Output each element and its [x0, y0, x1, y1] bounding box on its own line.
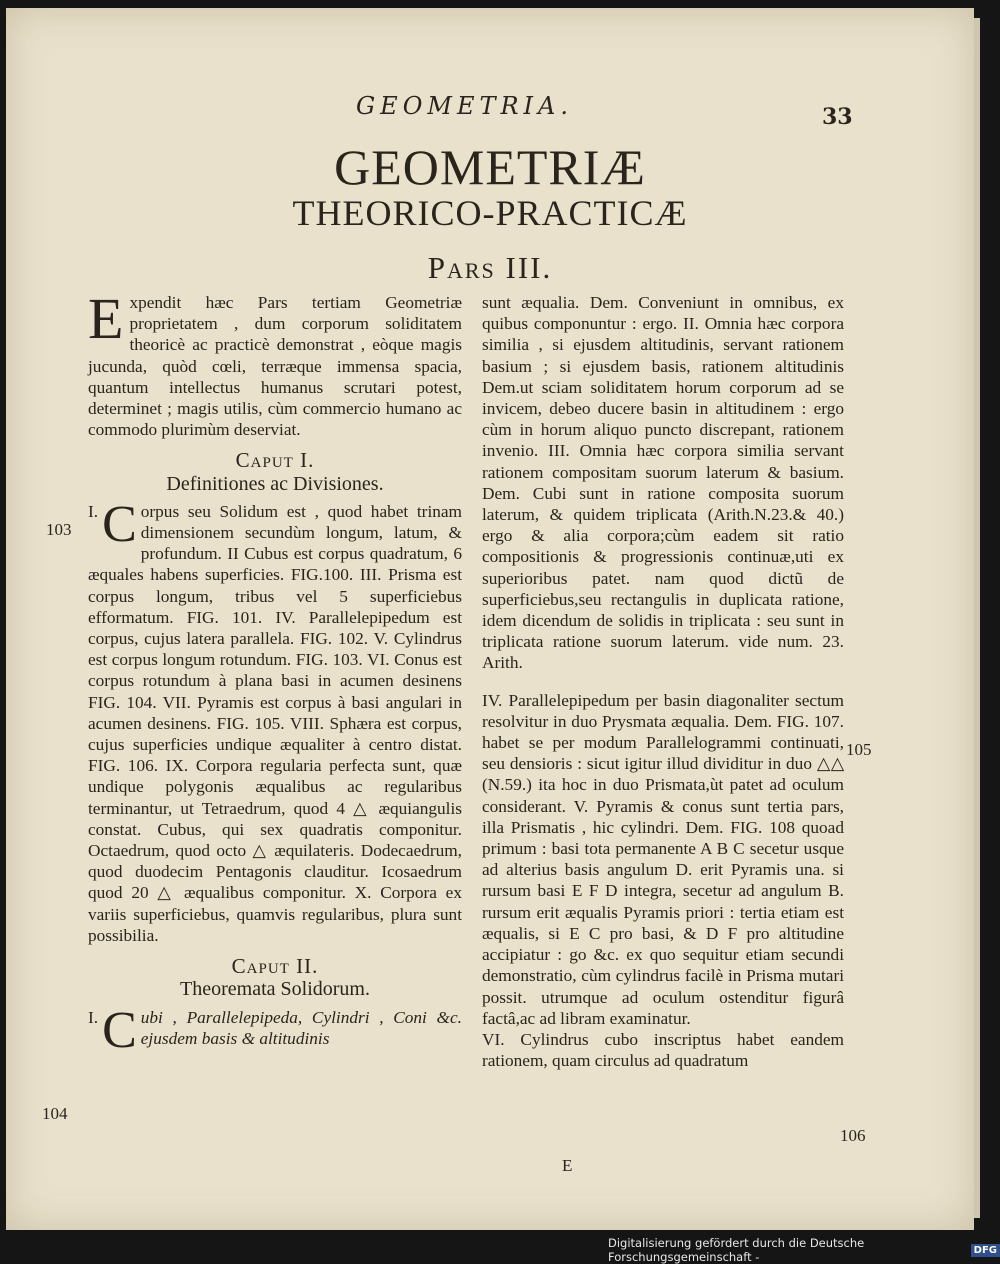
definitions-text: orpus seu Solidum est , quod habet trinam dimensionem secundùm longum, latum, & profundum. II Cubus est corpus quadratum, 6 æquales habens superficies. FIG.100. III. Prisma est corpus longum, tribus vel 5 superficiebus efformatum. FIG. 101. IV. Parallelepipedum est corpus, cujus latera parallela. FIG. 102. V. Cylindrus est corpus longum rotundum. FIG. 103. VI. Conus est corpus rotundum à plana basi in acumen desinens FIG. 104. VII. Pyramis est corpus à basi angulari in acumen desinens. FIG. 105. VIII. Sphæra est corpus, cujus superficies undique æqualiter à centro distat. FIG. 106. IX. Corpora regularia perfecta sunt, quæ undique polygonis æqualibus ac regularibus terminantur, ut Tetraedrum, quod 4 △ æquiangulis constat. Cubus, qui sex quadratis componitur. Octaedrum, quod octo △ æquilateris. Dodecaedrum, quod duodecim Pentagonis clauditur. Icosaedrum quod 20 △ æqualibus componitur. X. Corpora ex variis superficiebus, quamvis regularibus, plura sunt possibilia.	[88, 501, 462, 945]
chapter-2-subtitle: Theoremata Solidorum.	[180, 978, 370, 1001]
margin-number-103: 103	[46, 520, 72, 539]
definitions-dropcap: C	[102, 495, 137, 553]
right-column	[482, 292, 844, 1071]
definitions-paragraph	[88, 495, 462, 946]
left-column	[88, 286, 462, 1059]
right-paragraph-2: IV. Parallelepipedum per basin diagonaliter sectum resolvitur in duo Prysmata æqualia. Dem. FIG. 107. habet se per modum Parallelogrammi continuati, seu densioris : sicut igitur illud dividitur in duo △△ (N.59.) ita hoc in duo Prismata,ùt patet ad oculum considerant. V. Pyramis & conus sunt tertia pars, illa Prismatis , hic cylindri. Dem. FIG. 108 quoad primum : basi tota permanente A B C secetur usque ad alterius basis angulum D. erit Pyramis una. si rursum basi E F D integra, secetur ad angulum B. rursum erit æqualis Pyramis priori : tertia etiam est æqualis, si E C pro basi, & D F pro altitudine accipiatur : go &c. ex quo sequitur etiam secundi demonstratio, cùm cylindrus facilè in Prisma mutari possit. utrumque ad oculum ostenditur figurâ factâ,ac ad libram examinatur.	[482, 690, 844, 1028]
title-line-3: Pars III.	[427, 250, 553, 285]
signature-mark: E	[562, 1156, 573, 1175]
definitions-lead: I.	[88, 501, 99, 521]
paragraph-gap	[482, 674, 844, 690]
intro-text: xpendit hæc Pars tertiam Geometriæ proprietatem , dum corporum soliditatem theoricè ac practicè demonstrat , eòque magis jucunda, quòd cœli, terræque immensa spacia, quantum intellectus humanus scrutari potest, determinet ; magis utilis, cùm commercio humano ac commodo plurimùm deserviat.	[88, 293, 462, 440]
title-line-1: GEOMETRIÆ	[334, 139, 646, 195]
theorem-lead: I.	[88, 1007, 99, 1027]
margin-number-106: 106	[840, 1126, 866, 1145]
theorem-dropcap: C	[102, 1001, 137, 1059]
dfg-logo: DFG	[971, 1244, 1000, 1257]
intro-paragraph	[88, 286, 462, 440]
chapter-1-title: Caput I.	[235, 448, 315, 473]
footer-credit	[608, 1236, 1000, 1264]
theorem-paragraph	[88, 1001, 462, 1059]
theorem-text: ubi , Parallelepipeda, Cylindri , Coni &c. ejusdem basis & altitudinis	[140, 1007, 462, 1048]
chapter-2-title: Caput II.	[231, 954, 319, 979]
margin-number-104: 104	[42, 1104, 68, 1123]
title-line-2: THEORICO-PRACTICÆ	[292, 193, 688, 233]
book-page	[6, 8, 974, 1230]
page-edge	[974, 18, 980, 1218]
margin-number-105: 105	[846, 740, 872, 759]
page-number: 33	[822, 104, 853, 130]
intro-dropcap: E	[88, 286, 124, 351]
right-paragraph-1: sunt æqualia. Dem. Conveniunt in omnibus, ex quibus componuntur : ergo. II. Omnia hæc corpora similia , si ejusdem altitudinis, servant rationem basium ; si ejusdem basis, rationem altitudinis Dem.ut sciam soliditatem horum corporum ad se invicem, debeo ducere basin in altitudinem : ergo cùm in horum aliquo puncto discrepant, rationem invenio. III. Omnia hæc corpora similia servant rationem compositam suorum laterum & basium. Dem. Cubi sunt in ratione composita suorum laterum, & quidem triplicata (Arith.N.23.& 40.) ergo & alia corpora;cùm eadem sit ratio compositionis & progressionis continuæ,uti ex superioribus patet. nam quod dictũ de superficiebus,seu rectangulis in duplicata ratione, idem dicendum de solidis in triplicata : seu sunt in triplicata ratione suorum laterum. vide num. 23. Arith.	[482, 293, 844, 673]
running-head: GEOMETRIA.	[356, 92, 573, 120]
footer-text: Digitalisierung gefördert durch die Deutsche Forschungsgemeinschaft -	[608, 1236, 865, 1264]
chapter-1-subtitle: Definitiones ac Divisiones.	[166, 472, 384, 495]
right-paragraph-3: VI. Cylindrus cubo inscriptus habet eandem rationem, quam circulus ad quadratum	[482, 1029, 844, 1071]
